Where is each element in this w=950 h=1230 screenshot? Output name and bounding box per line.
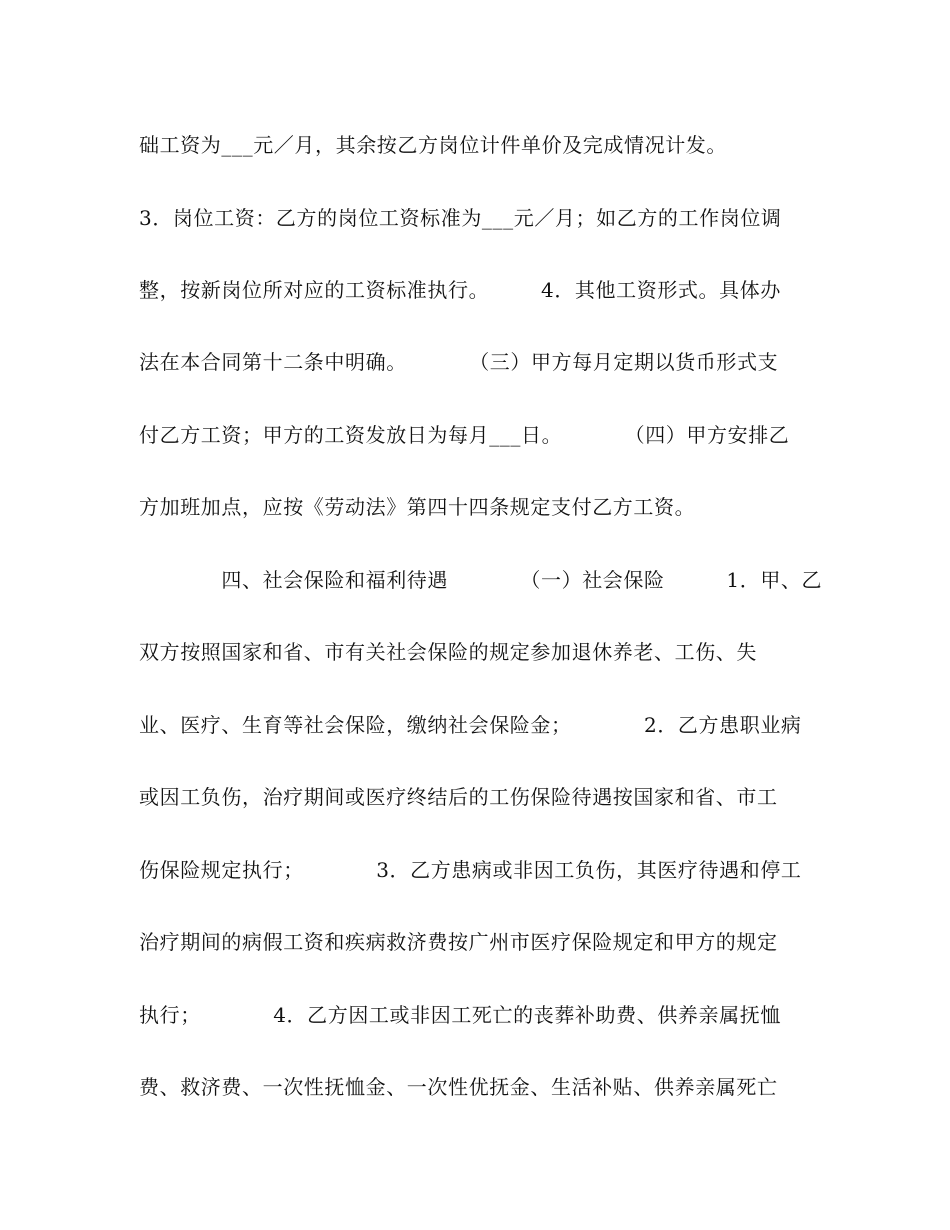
body-text-line: 业、医疗、生育等社会保险，缴纳社会保险金； 2．乙方患职业病 (139, 713, 802, 737)
body-text-line: 治疗期间的病假工资和疾病救济费按广州市医疗保险规定和甲方的规定 (139, 930, 778, 954)
body-text-line: 付乙方工资；甲方的工资发放日为每月___日。 （四）甲方安排乙 (139, 423, 790, 447)
body-text-line: 方加班加点，应按《劳动法》第四十四条规定支付乙方工资。 (139, 495, 696, 519)
body-text-line: 础工资为___元／月，其余按乙方岗位计件单价及完成情况计发。 (139, 133, 727, 157)
section-heading-line: 四、社会保险和福利待遇 （一）社会保险 1．甲、乙 (139, 568, 823, 592)
body-text-line: 或因工负伤，治疗期间或医疗终结后的工伤保险待遇按国家和省、市工 (139, 785, 778, 809)
body-text-line: 双方按照国家和省、市有关社会保险的规定参加退休养老、工伤、失 (139, 640, 757, 664)
body-text-line: 法在本合同第十二条中明确。 （三）甲方每月定期以货币形式支 (139, 350, 779, 374)
body-text-line: 3．岗位工资：乙方的岗位工资标准为___元／月；如乙方的工作岗位调 (139, 206, 782, 230)
body-text-line: 费、救济费、一次性抚恤金、一次性优抚金、生活补贴、供养亲属死亡 (139, 1075, 778, 1099)
body-text-line: 执行； 4．乙方因工或非因工死亡的丧葬补助费、供养亲属抚恤 (139, 1003, 781, 1027)
body-text-line: 伤保险规定执行； 3．乙方患病或非因工负伤，其医疗待遇和停工 (139, 858, 802, 882)
body-text-line: 整，按新岗位所对应的工资标准执行。 4．其他工资形式。具体办 (139, 278, 781, 302)
